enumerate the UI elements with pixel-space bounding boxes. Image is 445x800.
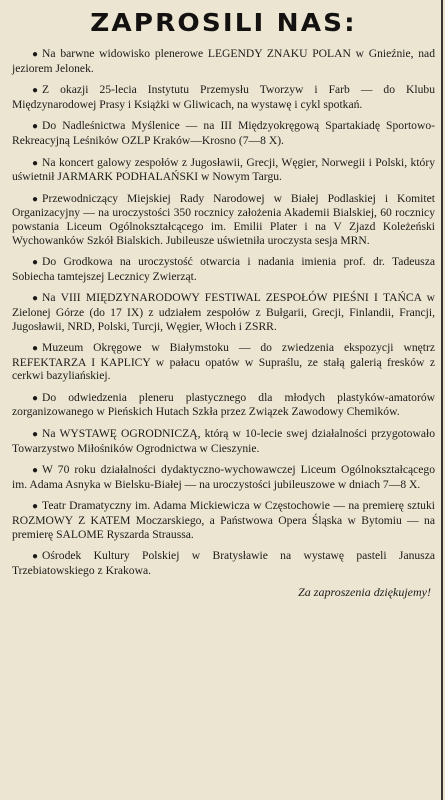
list-item bbox=[12, 341, 435, 383]
entry-text: Ośrodek Kultury Polskiej w Bratysławie na wystawę pasteli Janusza Trzebiatowskiego z Krakowa. bbox=[12, 549, 435, 577]
bullet-icon: ● bbox=[32, 257, 39, 269]
bullet-icon: ● bbox=[32, 551, 39, 563]
list-item bbox=[12, 427, 435, 455]
list-item bbox=[12, 549, 435, 577]
entry-text: Z okazji 25-lecia Instytutu Przemysłu Tworzyw i Farb — do Klubu Międzynarodowej Prasy i Książki w Gliwicach, na wystawę i cykl spotkań. bbox=[12, 83, 435, 111]
bullet-icon: ● bbox=[32, 293, 39, 305]
entry-text: Do Nadleśnictwa Myślenice — na III Międzyokręgową Spartakiadę Sportowo-Rekreacyjną Leśników OZLP Kraków—Krosno (7—8 X). bbox=[12, 119, 435, 147]
list-item bbox=[12, 47, 435, 75]
entry-text: Na barwne widowisko plenerowe LEGENDY ZNAKU POLAN w Gnieźnie, nad jeziorem Jelonek. bbox=[12, 47, 435, 75]
bullet-icon: ● bbox=[32, 121, 39, 133]
list-item bbox=[12, 499, 435, 541]
bullet-icon: ● bbox=[32, 392, 39, 404]
closing-line: Za zaproszenia dziękujemy! bbox=[298, 585, 431, 600]
bullet-icon: ● bbox=[32, 49, 39, 60]
bullet-icon: ● bbox=[32, 465, 39, 477]
entry-text: W 70 roku działalności dydaktyczno-wychowawczej Liceum Ogólnokształcącego im. Adama Asnyka w Bielsku-Białej — na uroczystości jubileuszowe w dniach 7—8 X. bbox=[12, 463, 435, 491]
bullet-icon: ● bbox=[32, 157, 39, 169]
bullet-icon: ● bbox=[32, 429, 39, 441]
bullet-icon: ● bbox=[32, 85, 39, 97]
entry-text: Przewodniczący Miejskiej Rady Narodowej w Białej Podlaskiej i Komitet Organizacyjny — na uroczystości 350 rocznicy założenia Akademii Bialskiej, 60 rocznicy powstania Liceum Ogólnokształcącego im. Emilii Plater i na V Zjazd Koleżeński Wychowanków Szkół Bialskich. Jubileusze uświetniła uroczysta sesja MRN. bbox=[12, 191, 435, 247]
list-item bbox=[12, 83, 435, 111]
list-item bbox=[12, 291, 435, 333]
entry-text: Na WYSTAWĘ OGRODNICZĄ, którą w 10-lecie swej działalności przygotowało Towarzystwo Miłośników Ogrodnictwa w Cieszynie. bbox=[12, 427, 435, 455]
entry-text: Muzeum Okręgowe w Białymstoku — do zwiedzenia ekspozycji wnętrz REFEKTARZA I KAPLICY w pałacu opatów w Supraślu, ze stałą galerią fresków z cerkwi bazyliańskiej. bbox=[12, 341, 435, 383]
entry-text: Teatr Dramatyczny im. Adama Mickiewicza w Częstochowie — na premierę sztuki ROZMOWY Z KATEM Moczarskiego, a Państwowa Opera Śląska w Bytomiu — na premierę SALOME Ryszarda Straussa. bbox=[12, 499, 435, 541]
bullet-icon: ● bbox=[32, 343, 39, 355]
list-item bbox=[12, 119, 435, 147]
column-divider bbox=[441, 0, 443, 800]
list-item bbox=[12, 255, 435, 283]
column-heading: ZAPROSILI NAS: bbox=[90, 8, 357, 37]
entry-text: Na VIII MIĘDZYNARODOWY FESTIWAL ZESPOŁÓW PIEŚNI I TAŃCA w Zielonej Górze (do 17 IX) z udziałem zespołów z Bułgarii, Grecji, Finlandii, Francji, Jugosławii, NRD, Polski, Turcji, Węgier, Włoch i ZSRR. bbox=[12, 291, 435, 333]
invitation-list bbox=[12, 47, 435, 577]
list-item bbox=[12, 156, 435, 184]
list-item bbox=[12, 391, 435, 419]
bullet-icon: ● bbox=[32, 193, 39, 205]
entry-text: Do odwiedzenia pleneru plastycznego dla młodych plastyków-amatorów zorganizowanego w Pieńskich Hutach Szkła przez Związek Zawodowy Chemików. bbox=[12, 390, 435, 419]
list-item bbox=[12, 463, 435, 491]
entry-text: Na koncert galowy zespołów z Jugosławii, Grecji, Węgier, Norwegii i Polski, który uświetnił JARMARK PODHALAŃSKI w Nowym Targu. bbox=[12, 155, 435, 184]
entry-text: Do Grodkowa na uroczystość otwarcia i nadania imienia prof. dr. Tadeusza Sobiecha tamtejszej Lecznicy Zwierząt. bbox=[12, 255, 435, 283]
list-item bbox=[12, 192, 435, 247]
bullet-icon: ● bbox=[32, 501, 39, 513]
